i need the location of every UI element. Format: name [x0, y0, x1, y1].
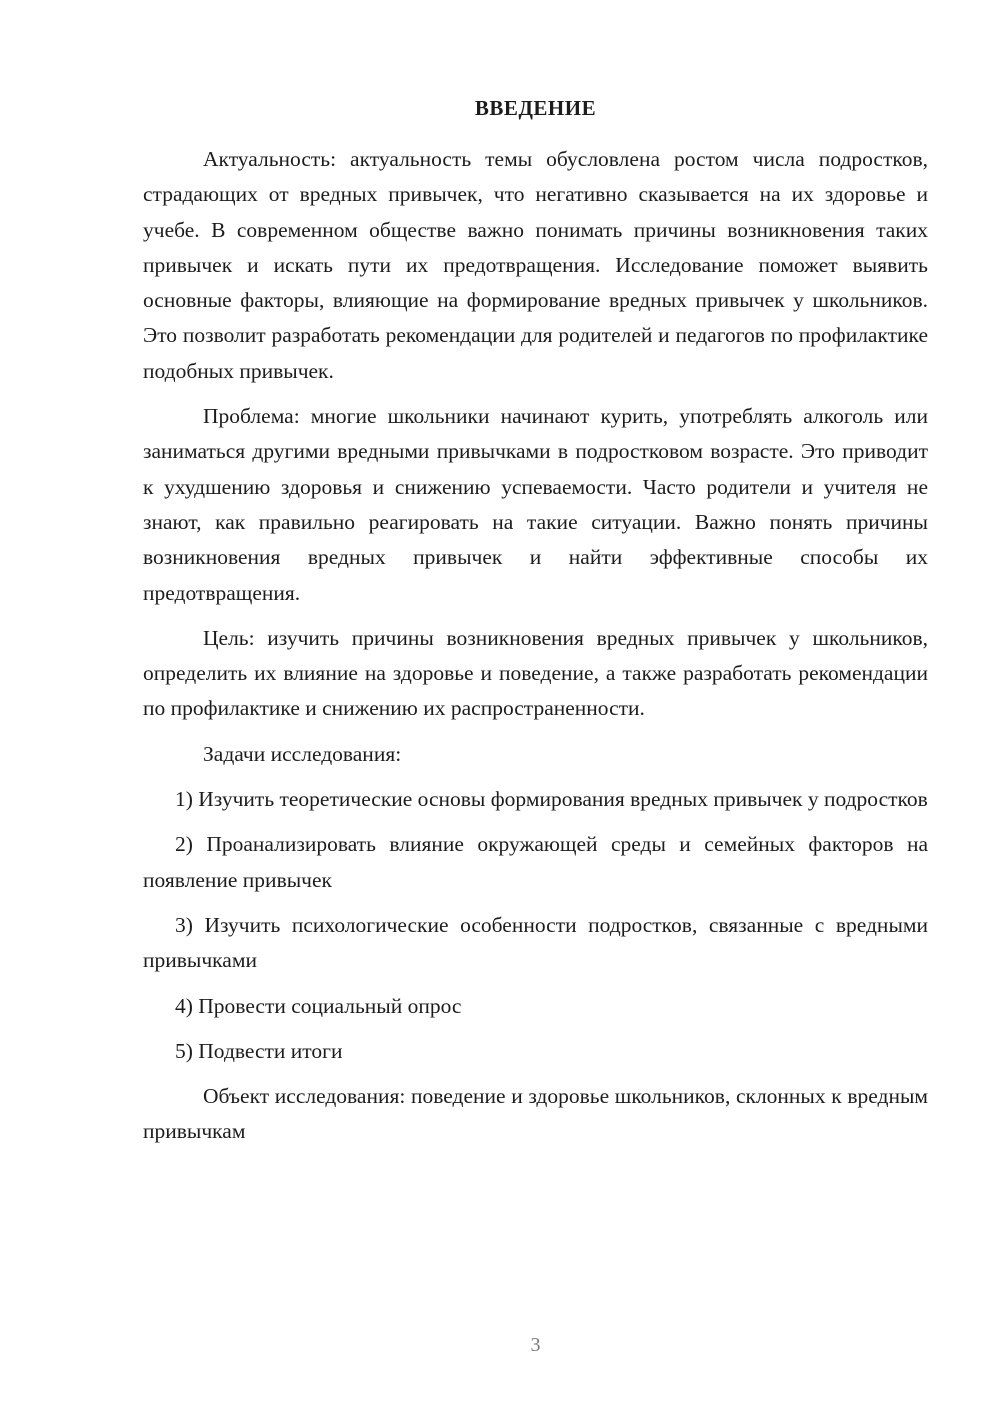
paragraph-relevance: Актуальность: актуальность темы обусловлена ростом числа подростков, страдающих от вредных привычек, что негативно сказывается на их здоровье и учебе. В современном обществе важно понимать причины возникновения таких привычек и искать пути их предотвращения. Исследование поможет выявить основные факторы, влияющие на формирование вредных привычек у школьников. Это позволит разработать рекомендации для родителей и педагогов по профилактике подобных привычек. [143, 147, 928, 383]
page-title: ВВЕДЕНИЕ [474, 96, 597, 120]
document-body [143, 142, 928, 1160]
task-item: 2) Проанализировать влияние окружающей среды и семейных факторов на появление привычек [143, 832, 928, 892]
page-number: 3 [530, 1334, 541, 1356]
task-item: 4) Провести социальный опрос [175, 993, 462, 1018]
task-item: 5) Подвести итоги [175, 1038, 343, 1063]
paragraph-goal: Цель: изучить причины возникновения вредных привычек у школьников, определить их влияние на здоровье и поведение, а также разработать рекомендации по профилактике и снижению их распространенности. [143, 625, 928, 721]
paragraph-problem: Проблема: многие школьники начинают курить, употреблять алкоголь или заниматься другими вредными привычками в подростковом возрасте. Это приводит к ухудшению здоровья и снижению успеваемости. Часто родители и учителя не знают, как правильно реагировать на такие ситуации. Важно понять причины возникновения вредных привычек и найти эффективные способы их предотвращения. [143, 404, 928, 605]
task-item: 1) Изучить теоретические основы формирования вредных привычек у подростков [175, 787, 928, 812]
task-item: 3) Изучить психологические особенности подростков, связанные с вредными привычками [143, 912, 928, 973]
tasks-heading: Задачи исследования: [203, 741, 402, 766]
paragraph-object: Объект исследования: поведение и здоровье школьников, склонных к вредным привычкам [143, 1084, 928, 1144]
